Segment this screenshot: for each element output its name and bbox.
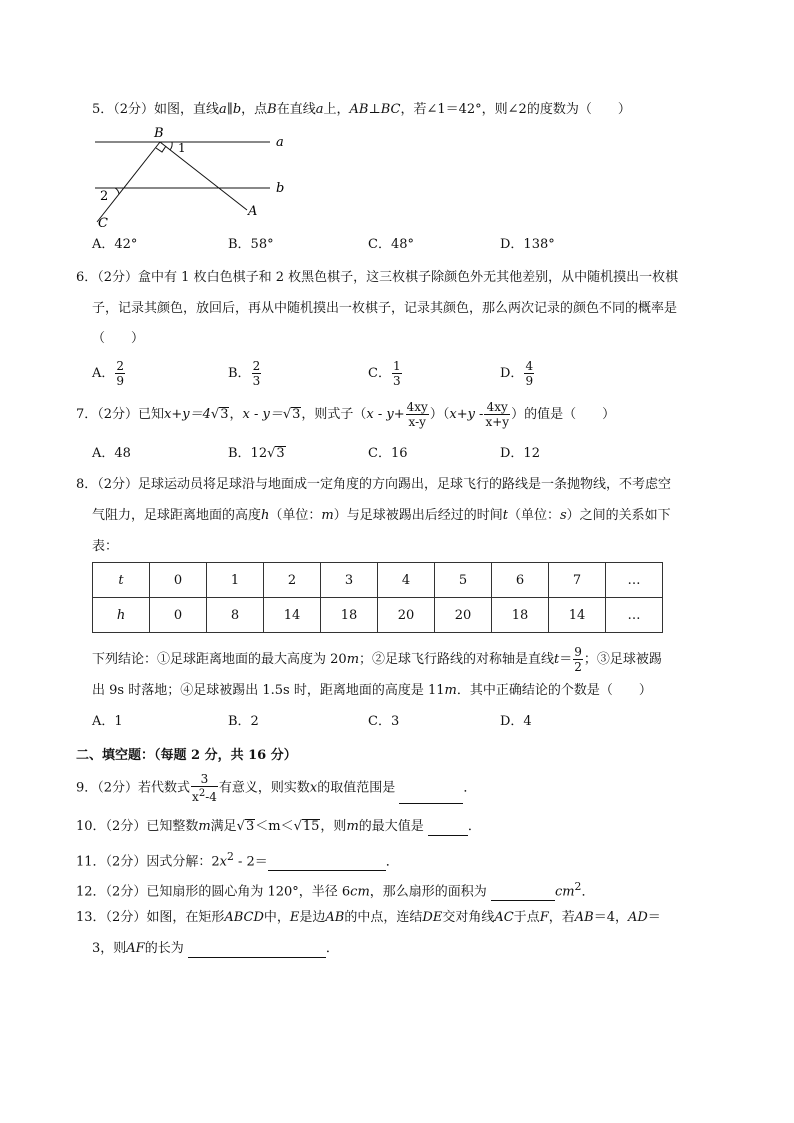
label-2: 2 (100, 189, 109, 204)
var-m: m (346, 819, 359, 834)
table-cell: 0 (150, 598, 207, 633)
section-title: 二、填空题：（每题 2 分，共 16 分） (76, 748, 297, 763)
diagonal-AC: AC (494, 910, 514, 925)
label-1: 1 (178, 141, 186, 155)
text: ；②足球飞行路线的对称轴是直线 (359, 652, 555, 667)
q7-stem (76, 400, 615, 429)
label-B: B (154, 126, 164, 141)
answer-blank[interactable] (188, 943, 326, 958)
numerator: 1 (392, 359, 401, 373)
q5-figure (90, 124, 300, 232)
label-C: C (98, 216, 108, 231)
q5-option-b[interactable]: B．58° (228, 237, 274, 252)
q8-option-c[interactable]: C．3 (368, 714, 400, 729)
expr-1: x - y+ (366, 407, 405, 422)
text: ，则 (320, 819, 347, 834)
numerator: 2 (116, 359, 125, 373)
text: 9．（2分）若代数式 (76, 780, 191, 796)
numerator: 3 (191, 772, 218, 787)
text: ）的值是（ ） (511, 407, 616, 422)
sqrt: √3 (282, 407, 301, 422)
q5-option-c[interactable]: C．48° (368, 237, 414, 252)
table-cell: 14 (264, 598, 321, 633)
numerator: 4 (525, 359, 534, 373)
row-header-t: t (118, 572, 124, 588)
unit-cm: cm (350, 884, 370, 900)
var-x: x (309, 780, 318, 796)
exponent: 2 (226, 850, 234, 863)
option-letter: A． (92, 366, 115, 381)
q8-conclusions-line1 (92, 645, 662, 674)
q9-stem (76, 772, 476, 804)
text: 气阻力，足球距离地面的高度 (92, 508, 262, 523)
text: 出 9s 时落地；④足球被踢出 1.5s 时，距离地面的高度是 11 (92, 683, 445, 698)
perp-relation: AB⊥BC (349, 102, 401, 117)
text: - 2＝ (233, 854, 268, 870)
q10-stem (76, 818, 481, 836)
text: 中， (263, 910, 290, 925)
segment-AF: AF (126, 941, 145, 956)
text: 12．（2分）已知扇形的圆心角为 120°，半径 6 (76, 884, 351, 900)
fraction (191, 772, 218, 804)
table-cell: … (606, 563, 663, 598)
radicand: 3 (276, 446, 285, 461)
q8-line1: 8．（2分）足球运动员将足球沿与地面成一定角度的方向踢出，足球飞行的路线是一条抛物线，不考虑空 (76, 477, 672, 492)
text: （单位： (507, 508, 560, 523)
den-tail: -4 (205, 790, 217, 804)
table-row (93, 598, 663, 633)
radicand: 3 (292, 407, 301, 422)
text: ． (325, 941, 339, 956)
text: ． (463, 780, 477, 796)
text: ，点 (241, 102, 268, 117)
text: 13．（2分）如图，在矩形 (76, 910, 225, 925)
text: 11．（2分）因式分解：2 (76, 854, 220, 870)
text: ＝4， (593, 910, 628, 925)
expr-2: x+y - (449, 407, 484, 422)
table-cell: 3 (321, 563, 378, 598)
fraction (484, 400, 510, 429)
q11-stem (76, 848, 399, 871)
text: 是边 (299, 910, 326, 925)
text: 的中点，连结 (344, 910, 423, 925)
parallel-symbol: ∥ (226, 102, 233, 117)
numerator: 9 (574, 645, 582, 659)
segment-BA (160, 142, 247, 210)
option-letter: C． (368, 366, 391, 381)
q5-option-d[interactable]: D．138° (500, 237, 555, 252)
text: 10．（2分）已知整数 (76, 819, 199, 834)
table-cell: 20 (435, 598, 492, 633)
label-b: b (276, 181, 285, 196)
table-cell (93, 598, 150, 633)
segment-DE: DE (422, 910, 443, 925)
q6-option-a[interactable] (92, 359, 126, 388)
var-x: x (219, 854, 227, 870)
q6-line1: 6．（2分）盒中有 1 枚白色棋子和 2 枚黑色棋子，这三枚棋子除颜色外无其他差别，从中随机摸出一枚棋 (76, 270, 679, 285)
side-AD: AD (627, 910, 648, 925)
q7-option-b[interactable] (228, 445, 286, 463)
text: ）之间的关系如下 (566, 508, 671, 523)
den-exponent: 2 (198, 788, 206, 799)
answer-blank[interactable] (399, 789, 463, 804)
var-b: b (232, 102, 242, 117)
unit-m: m (346, 652, 360, 667)
table-cell: 8 (207, 598, 264, 633)
rect-ABCD: ABCD (224, 910, 264, 925)
text: 的取值范围是 (317, 780, 396, 796)
table-cell: 18 (492, 598, 549, 633)
text: ． (385, 854, 399, 870)
text: ，那么扇形的面积为 (369, 884, 487, 900)
point-E: E (289, 910, 300, 925)
angle2-arc (115, 188, 119, 194)
option-letter: D． (500, 366, 524, 381)
table-cell: 1 (207, 563, 264, 598)
text: ，则式子（ (301, 407, 367, 422)
q7-option-c[interactable]: C．16 (368, 446, 408, 461)
text: ＝ (647, 910, 661, 925)
q13-line1 (76, 909, 661, 927)
fraction (115, 359, 125, 388)
denominator (191, 787, 218, 804)
q6-option-b[interactable] (228, 359, 262, 388)
var-m: m (198, 819, 211, 834)
point-F: F (539, 910, 549, 925)
q8-line3: 表： (92, 539, 119, 554)
segment-BC (97, 142, 160, 222)
table-cell: 7 (549, 563, 606, 598)
table-cell: 4 (378, 563, 435, 598)
text: 7．（2分）已知 (76, 407, 165, 422)
fraction (252, 359, 262, 388)
var-t: t (554, 652, 560, 667)
table-cell: 6 (492, 563, 549, 598)
text: 满足 (210, 819, 237, 834)
text: ）（ (429, 407, 450, 422)
unit-cm: cm (554, 884, 575, 900)
table-cell: 5 (435, 563, 492, 598)
denominator: 9 (525, 374, 534, 388)
side-AB: AB (574, 910, 594, 925)
q5-option-a[interactable]: A．42° (92, 237, 138, 252)
q8-table (92, 562, 663, 633)
table-cell: 20 (378, 598, 435, 633)
unit-m: m (444, 683, 457, 698)
sqrt: √3 (267, 446, 285, 461)
text: 下列结论：①足球距离地面的最大高度为 20 (92, 652, 347, 667)
text: 在直线 (276, 102, 316, 117)
text: ． (581, 884, 595, 900)
text: ＝ (559, 652, 573, 667)
text: 上， (323, 102, 350, 117)
q8-option-b[interactable]: B．2 (228, 714, 259, 729)
text: ；③足球被踢 (583, 652, 662, 667)
q8-line2 (92, 507, 671, 525)
var-t: t (502, 508, 508, 523)
text: ， (229, 407, 243, 422)
q6-line3: （ ） (92, 331, 145, 346)
text: ． (467, 819, 481, 834)
fraction (573, 645, 583, 674)
q5-stem (92, 101, 631, 119)
q7-option-a[interactable]: A．48 (92, 446, 131, 461)
q12-stem (76, 878, 594, 901)
text: 的长为 (144, 941, 184, 956)
side-AB: AB (325, 910, 345, 925)
unit-m: m (321, 508, 334, 523)
sqrt: √3 (210, 407, 229, 422)
radicand: 15 (302, 819, 320, 834)
label-A: A (248, 204, 258, 219)
var-a: a (315, 102, 324, 117)
text: ）与足球被踢出后经过的时间 (333, 508, 503, 523)
text: 3，则 (92, 941, 127, 956)
q8-option-d[interactable]: D．4 (500, 714, 532, 729)
fraction (406, 400, 429, 429)
var-h: h (261, 508, 270, 523)
unit-s: s (560, 508, 567, 523)
table-cell: 2 (264, 563, 321, 598)
table-cell (93, 563, 150, 598)
text: ，若 (548, 910, 575, 925)
var-a: a (219, 102, 227, 117)
answer-blank[interactable] (491, 886, 555, 901)
var-B: B (267, 102, 277, 117)
table-cell: 0 (150, 563, 207, 598)
numerator: 2 (252, 359, 261, 373)
equation-2: x - y＝ (242, 407, 283, 422)
table-cell: 18 (321, 598, 378, 633)
text: 于点 (513, 910, 540, 925)
text: （单位： (269, 508, 322, 523)
denominator: x+y (485, 415, 510, 429)
text: 的最大值是 (358, 819, 424, 834)
text: ，若∠1＝42°，则∠2的度数为（ ） (400, 102, 631, 117)
angle1-arc (170, 142, 172, 150)
exponent: 2 (574, 880, 582, 893)
option-letter: B． (228, 366, 251, 381)
sqrt: √3 (236, 819, 255, 834)
answer-blank[interactable] (428, 821, 468, 836)
text: 交对角线 (442, 910, 495, 925)
equation-1: x+y＝4 (164, 407, 211, 422)
option-text: B．12 (228, 446, 268, 461)
inequality: ＜m＜ (255, 819, 294, 834)
denominator: 2 (574, 660, 582, 674)
label-a: a (276, 135, 284, 150)
den-var: x (192, 790, 199, 804)
q8-conclusions-line2 (92, 682, 652, 700)
table-cell: 14 (549, 598, 606, 633)
right-angle-mark (156, 146, 166, 152)
fraction (392, 359, 402, 388)
denominator: 3 (252, 374, 261, 388)
text: 有意义，则实数 (218, 780, 310, 796)
q7-option-d[interactable]: D．12 (500, 446, 540, 461)
table-row (93, 563, 663, 598)
numerator: 4xy (484, 400, 510, 415)
sqrt: √15 (293, 819, 320, 834)
row-header-h: h (116, 607, 126, 623)
q6-option-c[interactable] (368, 359, 403, 388)
table-cell: … (606, 598, 663, 633)
fraction (524, 359, 534, 388)
q6-line2: 子，记录其颜色，放回后，再从中随机摸出一枚棋子，记录其颜色，那么两次记录的颜色不同的概率是 (92, 301, 678, 316)
q6-option-d[interactable] (500, 359, 535, 388)
denominator: 3 (392, 374, 401, 388)
radicand: 3 (220, 407, 229, 422)
numerator: 4xy (406, 400, 428, 414)
radicand: 3 (245, 819, 255, 834)
answer-blank[interactable] (268, 856, 386, 871)
denominator: 9 (116, 374, 125, 388)
denominator: x-y (408, 415, 426, 429)
text: ．其中正确结论的个数是（ ） (456, 683, 652, 698)
q5-head: 5．（2分）如图，直线 (92, 102, 220, 117)
q8-option-a[interactable]: A．1 (92, 714, 123, 729)
q13-line2 (92, 940, 339, 958)
